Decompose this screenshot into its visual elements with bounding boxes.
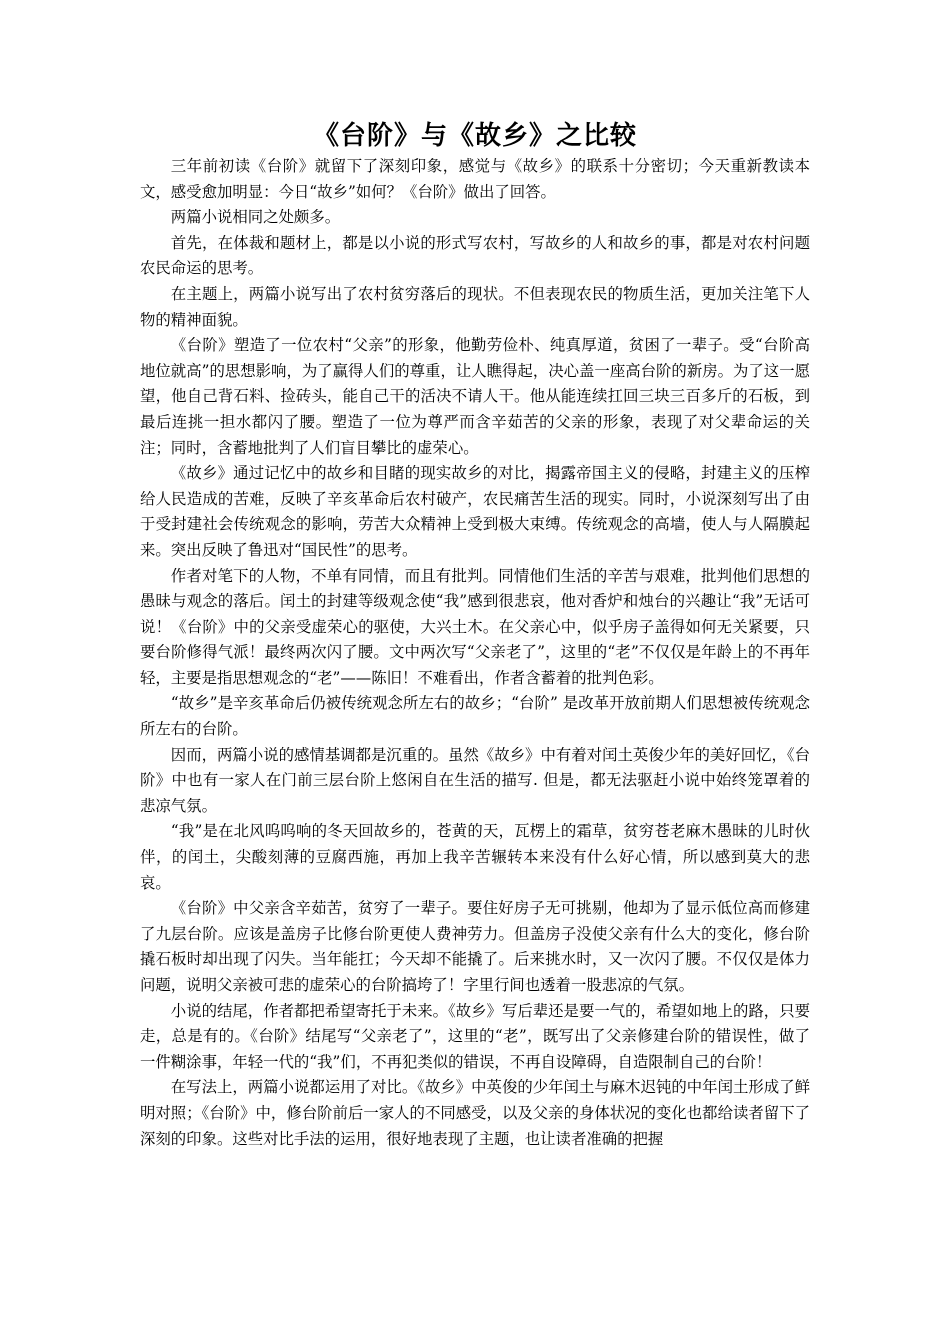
paragraph-technique: 在写法上，两篇小说都运用了对比。《故乡》中英俊的少年闰土与麻木迟钝的中年闰土形成了鲜明对照；《台阶》中，修台阶前后一家人的不同感受，以及父亲的身体状况的变化也都给读者留下了深刻的印象。这些对比手法的运用，很好地表现了主题，也让读者准确的把握 — [140, 1078, 810, 1148]
paragraph-intro: 三年前初读《台阶》就留下了深刻印象，感觉与《故乡》的联系十分密切；今天重新教读本文，感受愈加明显：今日“故乡”如何？《台阶》做出了回答。 — [140, 157, 810, 201]
paragraph-theme: 在主题上，两篇小说写出了农村贫穷落后的现状。不但表现农民的物质生活，更加关注笔下人物的精神面貌。 — [140, 284, 810, 329]
paragraph-genre: 首先，在体裁和题材上，都是以小说的形式写农村，写故乡的人和故乡的事，都是对农村问题农民命运的思考。 — [140, 233, 810, 278]
paragraph-tradition: “故乡”是辛亥革命后仍被传统观念所左右的故乡；“台阶” 是改革开放前期人们思想被传统观念所左右的台阶。 — [140, 694, 810, 739]
paragraph-ending: 小说的结尾，作者都把希望寄托于未来。《故乡》写后辈还是要一气的，希望如地上的路，只要走，总是有的。《台阶》结尾写“父亲老了”，这里的“老”，既写出了父亲修建台阶的错误性，做了一件糊涂事，年轻一代的“我”们，不再犯类似的错误，不再自设障碍，自造限制自己的台阶！ — [140, 1001, 810, 1071]
document-title: 《台阶》与《故乡》之比较 — [312, 121, 637, 151]
document-page — [140, 118, 810, 1152]
paragraph-taijie-father: 《台阶》塑造了一位农村“父亲”的形象，他勤劳俭朴、纯真厚道，贫困了一辈子。受“台阶高地位就高”的思想影响，为了赢得人们的尊重，让人瞧得起，决心盖一座高台阶的新房。为了这一愿望，他自己背石料、捡砖头，能自己干的活决不请人干。他从能连续扛回三块三百多斤的石板，到最后连挑一担水都闪了腰。塑造了一位为尊严而含辛茹苦的父亲的形象，表现了对父辈命运的关注；同时，含蓄地批判了人们盲目攀比的虚荣心。 — [140, 336, 810, 457]
paragraph-guxiang-contrast: 《故乡》通过记忆中的故乡和目睹的现实故乡的对比，揭露帝国主义的侵略，封建主义的压榨给人民造成的苦难，反映了辛亥革命后农村破产，农民痛苦生活的现实。同时，小说深刻写出了由于受封建社会传统观念的影响，劳苦大众精神上受到极大束缚。传统观念的高墙，使人与人隔膜起来。突出反映了鲁迅对“国民性”的思考。 — [140, 464, 810, 559]
paragraph-criticism: 作者对笔下的人物，不单有同情，而且有批判。同情他们生活的辛苦与艰难，批判他们思想的愚昧与观念的落后。闰土的封建等级观念使“我”感到很悲哀，他对香炉和烛台的兴趣让“我”无话可说！《台阶》中的父亲受虚荣心的驱使，大兴土木。在父亲心中，似乎房子盖得如何无关紧要，只要台阶修得气派！最终两次闪了腰。文中两次写“父亲老了”，这里的“老”不仅仅是年龄上的不再年轻，主要是指思想观念的“老”——陈旧！不难看出，作者含蓄着的批判色彩。 — [140, 566, 810, 687]
paragraph-similarities: 两篇小说相同之处颇多。 — [170, 208, 341, 227]
paragraph-guxiang-sorrow: “我”是在北风呜呜响的冬天回故乡的，苍黄的天，瓦楞上的霜草，贫穷苍老麻木愚昧的儿时伙伴，的闰土，尖酸刻薄的豆腐西施，再加上我辛苦辗转本来没有什么好心情，所以感到莫大的悲哀。 — [140, 822, 810, 892]
paragraph-tone: 因而，两篇小说的感情基调都是沉重的。虽然《故乡》中有着对闰土英俊少年的美好回忆，《台阶》中也有一家人在门前三层台阶上悠闲自在生活的描写. 但是，都无法驱赶小说中始终笼罩着的悲凉气氛。 — [140, 745, 810, 815]
paragraph-taijie-sorrow: 《台阶》中父亲含辛茹苦，贫穷了一辈子。要住好房子无可挑剔，他却为了显示低位高而修建了九层台阶。应该是盖房子比修台阶更使人费神劳力。但盖房子没使父亲有什么大的变化，修台阶撬石板时却出现了闪失。当年能扛；今天却不能撬了。后来挑水时，又一次闪了腰。不仅仅是体力问题，说明父亲被可悲的虚荣心的台阶搞垮了！字里行间也透着一股悲凉的气氛。 — [140, 899, 810, 994]
